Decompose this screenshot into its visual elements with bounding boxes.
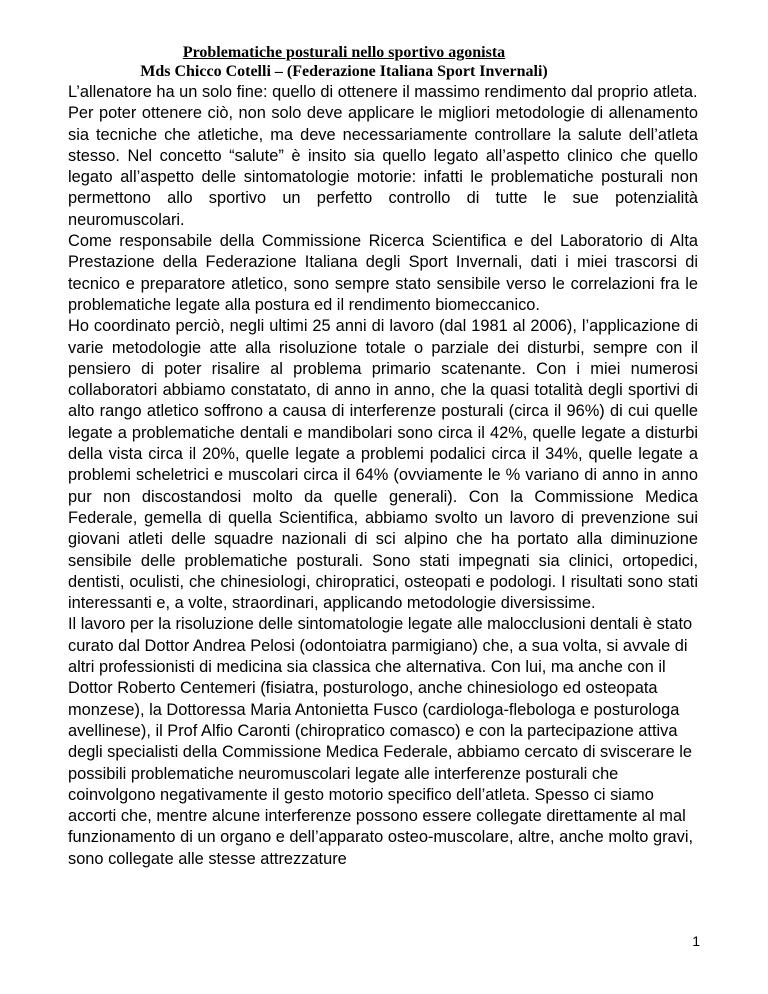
paragraph-2: Per poter ottenere ciò, non solo deve applicare le migliori metodologie di allenamento sia tecniche che atletiche, ma deve necessariamente controllare la salute dell’atleta stesso. Nel concetto “salute” è insito sia quello legato all’aspetto clinico che quello legato all’aspetto delle sintomatologie motorie: infatti le problematiche posturali non permettono allo sportivo un perfetto controllo di tutte le sue potenzialità neuromuscolari. — [68, 104, 698, 229]
paragraph-1: L’allenatore ha un solo fine: quello di ottenere il massimo rendimento dal proprio atleta. — [68, 83, 698, 101]
paragraph-3: Come responsabile della Commissione Ricerca Scientifica e del Laboratorio di Alta Prestazione della Federazione Italiana degli Sport Invernali, dati i miei trascorsi di tecnico e preparatore atletico, sono sempre stato sensibile verso le correlazioni fra le problematiche legate alla postura ed il rendimento biomeccanico. — [68, 232, 698, 314]
document-header — [0, 43, 768, 81]
page-number: 1 — [692, 933, 700, 949]
document-subtitle: Mds Chicco Cotelli – (Federazione Italiana Sport Invernali) — [140, 63, 548, 80]
document-title: Problematiche posturali nello sportivo agonista — [182, 44, 506, 61]
paragraph-4: Ho coordinato perciò, negli ultimi 25 anni di lavoro (dal 1981 al 2006), l’applicazione di varie metodologie atte alla risoluzione totale o parziale dei disturbi, sempre con il pensiero di poter risalire al problema primario scatenante. Con i miei numerosi collaboratori abbiamo constatato, di anno in anno, che la quasi totalità degli sportivi di alto rango atletico soffrono a causa di interferenze posturali (circa il 96%) di cui quelle legate a problematiche dentali e mandibolari sono circa il 42%, quelle legate a disturbi della vista circa il 20%, quelle legate a problemi podalici circa il 34%, quelle legate a problemi scheletrici e muscolari circa il 64% (ovviamente le % variano di anno in anno pur non discostandosi molto da quelle generali). Con la Commissione Medica Federale, gemella di quella Scientifica, abbiamo svolto un lavoro di prevenzione sui giovani atleti delle squadre nazionali di sci alpino che ha portato alla diminuzione sensibile delle problematiche posturali. Sono stati impegnati sia clinici, ortopedici, dentisti, oculisti, che chinesiologi, chiropratici, osteopati e podologi. I risultati sono stati interessanti e, a volte, straordinari, applicando metodologie diversissime. — [68, 317, 698, 613]
paragraph-5: Il lavoro per la risoluzione delle sintomatologie legate alle malocclusioni dentali è stato curato dal Dottor Andrea Pelosi (odontoiatra parmigiano) che, a sua volta, si avvale di altri professionisti di medicina sia classica che alternativa. Con lui, ma anche con il Dottor Roberto Centemeri (fisiatra, posturologo, anche chinesiologo ed osteopata monzese), la Dottoressa Maria Antonietta Fusco (cardiologa-flebologa e posturologa avellinese), il Prof Alfio Caronti (chiropratico comasco) e con la partecipazione attiva degli specialisti della Commissione Medica Federale, abbiamo cercato di sviscerare le possibili problematiche neuromuscolari legate alle interferenze posturali che coinvolgono negativamente il gesto motorio specifico dell’atleta. Spesso ci siamo accorti che, mentre alcune interferenze possono essere collegate direttamente al mal funzionamento di un organo e dell’apparato osteo-muscolare, altre, anche molto gravi, sono collegate alle stesse attrezzature — [68, 615, 694, 868]
document-body — [68, 82, 698, 870]
